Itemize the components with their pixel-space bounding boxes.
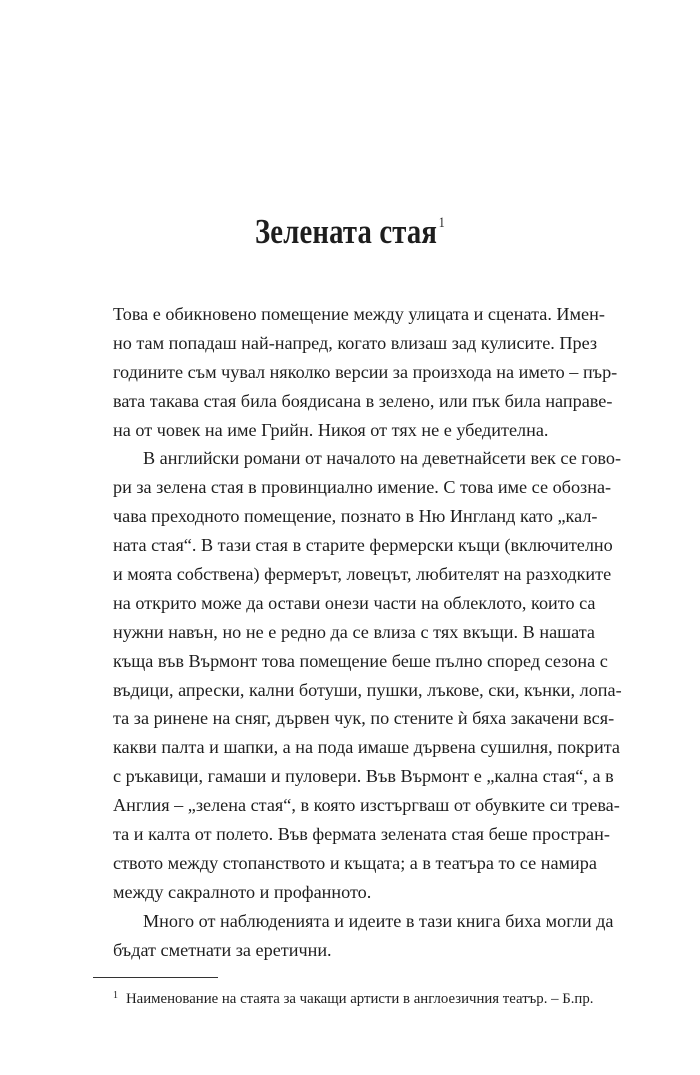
- text-line: чава преходното помещение, познато в Ню Ингланд като „кал-: [113, 506, 598, 527]
- text-line: вата такава стая била боядисана в зелено, или пък била направе-: [113, 390, 613, 411]
- chapter-body: [113, 300, 622, 964]
- footnote-divider: [93, 977, 218, 978]
- text-line: на от човек на име Грийн. Никоя от тях не е убедителна.: [113, 419, 549, 440]
- text-line: ството между стопанството и къщата; а в театъра то се намира: [113, 852, 597, 873]
- footnote-mark: 1: [113, 990, 118, 1001]
- footnote: [113, 986, 613, 1009]
- text-line: въдици, апрески, кални ботуши, пушки, лъкове, ски, кънки, лопа-: [113, 679, 622, 700]
- text-line: Много от наблюденията и идеите в тази книга биха могли да: [143, 910, 614, 931]
- text-line: Това е обикновено помещение между улицата и сцената. Имен-: [113, 304, 605, 324]
- footnote-reference-mark: 1: [438, 215, 445, 231]
- text-line: та за ринене на сняг, дървен чук, по стените ѝ бяха закачени вся-: [113, 708, 615, 729]
- text-line: с ръкавици, гамаши и пуловери. Във Върмонт е „кална стая“, а в: [113, 766, 614, 787]
- text-line: годините съм чувал няколко версии за произхода на името – пър-: [113, 361, 618, 382]
- text-line: и моята собствена) фермерът, ловецът, любителят на разходките: [113, 564, 612, 585]
- text-line: нужни навън, но не е редно да се влиза с тях вкъщи. В нашата: [113, 621, 595, 642]
- text-line: бъдат сметнати за еретични.: [113, 939, 332, 960]
- text-line: В английски романи от началото на деветнайсети век се гово-: [143, 448, 622, 469]
- text-line: на открито може да остави онези части на облеклото, които са: [113, 592, 596, 613]
- text-line: та и калта от полето. Във фермата зелената стая беше простран-: [113, 824, 610, 845]
- text-line: но там попадаш най-напред, когато влизаш зад кулисите. През: [113, 332, 598, 353]
- chapter-title-text: Зелената стая: [254, 212, 438, 251]
- chapter-title: [63, 212, 637, 252]
- text-line: какви палта и шапки, а на пода имаше дървена сушилня, покрита: [113, 737, 620, 758]
- text-line: къща във Върмонт това помещение беше пълно според сезона с: [113, 650, 608, 671]
- text-line: между сакралното и профанното.: [113, 881, 372, 902]
- footnote-text: Наименование на стаята за чакащи артисти в англоезичния театър. – Б.пр.: [126, 991, 594, 1007]
- text-line: Англия – „зелена стая“, в която изстъргваш от обувките си трева-: [113, 795, 620, 816]
- text-line: ри за зелена стая в провинциално имение. С това име се обозна-: [113, 477, 612, 498]
- text-line: ната стая“. В тази стая в старите фермерски къщи (включително: [113, 535, 613, 556]
